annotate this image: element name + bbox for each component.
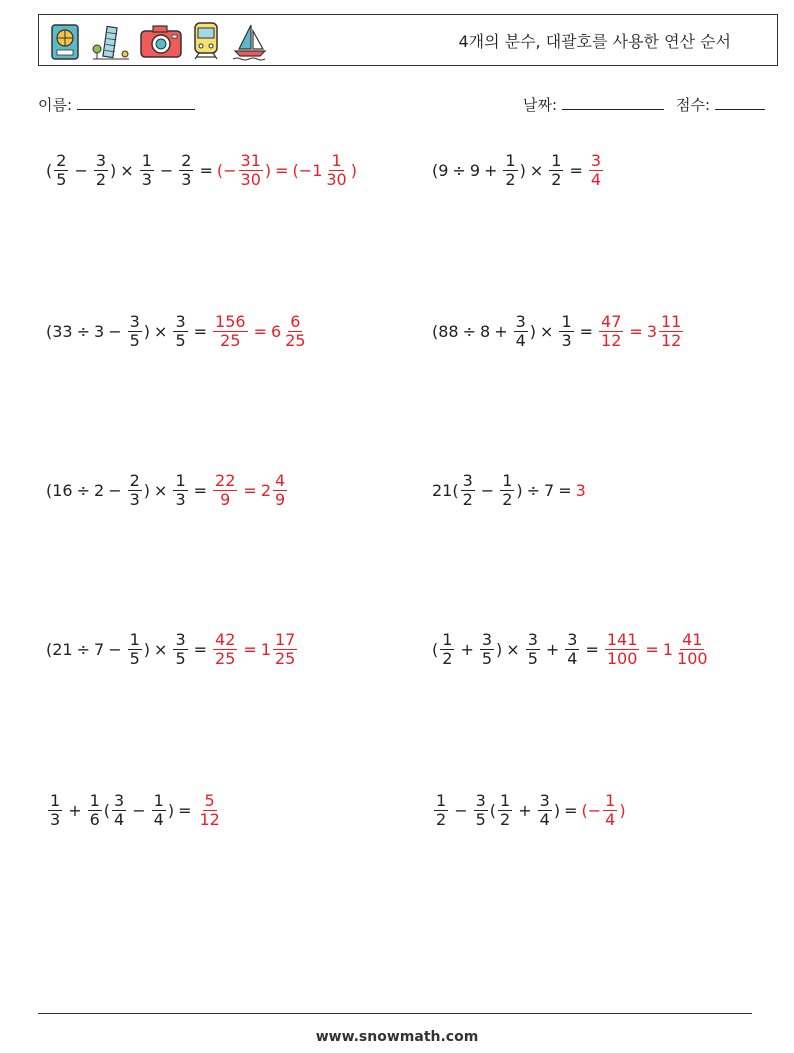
denominator: 4 — [590, 169, 602, 189]
denominator: 4 — [515, 330, 526, 350]
operator: ÷ — [462, 321, 477, 341]
problem-2 — [432, 140, 605, 200]
operator: − — [132, 800, 146, 820]
fraction — [173, 313, 187, 349]
denominator: 4 — [605, 809, 616, 829]
numerator: 3 — [515, 311, 526, 331]
fraction — [213, 313, 248, 349]
expression-text: ) — [619, 800, 626, 820]
fraction — [549, 152, 563, 188]
fraction — [273, 631, 297, 667]
expression-text: ) — [143, 321, 151, 341]
operator: − — [108, 321, 122, 341]
expression — [432, 460, 586, 520]
numerator: 1 — [153, 790, 164, 810]
date-field — [523, 94, 664, 115]
answer — [195, 792, 223, 828]
expression-text: ) — [143, 480, 151, 500]
answer — [581, 792, 625, 828]
denominator: 2 — [442, 648, 453, 668]
denominator: 3 — [181, 169, 192, 189]
fraction — [152, 792, 166, 828]
numerator: 1 — [551, 150, 562, 170]
fraction — [213, 631, 237, 667]
denominator: 5 — [129, 648, 140, 668]
expression-text: 9 — [469, 160, 481, 180]
date-label: 날짜: — [523, 96, 558, 114]
numerator: 1 — [442, 629, 453, 649]
numerator: 47 — [601, 311, 622, 331]
operator: ÷ — [452, 160, 466, 180]
problem-5 — [46, 460, 289, 520]
expression-text: 1 — [260, 639, 271, 659]
name-label: 이름: — [38, 96, 73, 114]
numerator: 3 — [539, 790, 550, 810]
fraction — [128, 313, 142, 349]
numerator: 6 — [290, 311, 301, 331]
fraction — [480, 631, 494, 667]
operator: + — [545, 639, 560, 659]
expression-text: ) — [167, 800, 175, 820]
operator: = — [275, 160, 289, 180]
denominator: 2 — [505, 169, 516, 189]
expression — [432, 301, 685, 361]
operator: = — [629, 321, 643, 341]
denominator: 5 — [475, 809, 486, 829]
denominator: 3 — [50, 809, 61, 829]
answer — [211, 472, 289, 508]
numerator: 3 — [95, 150, 107, 170]
numerator: 3 — [527, 629, 538, 649]
operator: + — [494, 321, 508, 341]
operator: × — [540, 321, 554, 341]
fraction — [173, 472, 187, 508]
numerator: 1 — [605, 790, 616, 810]
expression-text: 6 — [271, 321, 282, 341]
operator: = — [579, 321, 594, 341]
numerator: 42 — [215, 629, 236, 649]
denominator: 25 — [220, 330, 241, 350]
fraction — [440, 631, 454, 667]
expression — [432, 619, 712, 679]
denominator: 12 — [601, 330, 622, 350]
operator: = — [193, 639, 208, 659]
operator: − — [108, 480, 122, 500]
expression-text: ) — [110, 160, 117, 180]
numerator: 3 — [129, 311, 140, 331]
denominator: 9 — [220, 489, 231, 509]
score-line[interactable] — [715, 95, 765, 110]
operator: = — [585, 639, 599, 659]
operator: = — [253, 321, 267, 341]
problem-9 — [46, 780, 224, 840]
problem-8 — [432, 619, 712, 679]
numerator: 3 — [590, 150, 602, 170]
fraction — [514, 313, 528, 349]
operator: + — [68, 800, 82, 820]
footer-url[interactable]: www.snowmath.com — [315, 1029, 479, 1045]
denominator: 30 — [326, 169, 347, 189]
expression-text: 21( — [432, 480, 459, 500]
operator: × — [154, 480, 168, 500]
expression — [46, 619, 299, 679]
expression-text: (− — [581, 800, 602, 820]
numerator: 41 — [682, 629, 703, 649]
denominator: 5 — [129, 330, 140, 350]
expression — [46, 460, 289, 520]
leaning-tower-icon — [91, 21, 131, 61]
operator: × — [529, 160, 544, 180]
denominator: 25 — [275, 648, 296, 668]
expression-text: ( — [432, 639, 439, 659]
numerator: 141 — [606, 629, 638, 649]
denominator: 5 — [175, 648, 186, 668]
fraction — [179, 152, 193, 188]
fraction — [324, 152, 348, 188]
name-line[interactable] — [77, 95, 195, 110]
fraction — [565, 631, 579, 667]
expression-text: 8 — [480, 321, 491, 341]
denominator: 6 — [89, 809, 100, 829]
operator: = — [193, 321, 208, 341]
operator: = — [645, 639, 659, 659]
fraction — [526, 631, 540, 667]
denominator: 5 — [175, 330, 186, 350]
numerator: 3 — [114, 790, 125, 810]
fraction — [54, 152, 68, 188]
expression-text: 1 — [662, 639, 674, 659]
expression-text: 2 — [260, 480, 271, 500]
denominator: 2 — [502, 489, 513, 509]
numerator: 11 — [661, 311, 682, 331]
expression-text: ) — [264, 160, 272, 180]
denominator: 2 — [551, 169, 562, 189]
problem-4 — [432, 301, 685, 361]
denominator: 4 — [567, 648, 578, 668]
numerator: 2 — [129, 470, 140, 490]
operator: = — [569, 160, 583, 180]
footer-divider — [38, 1013, 752, 1014]
numerator: 22 — [215, 470, 236, 490]
answer — [587, 152, 605, 188]
expression-text: ) — [529, 321, 537, 341]
expression-text: (88 — [432, 321, 459, 341]
expression-text: (−1 — [292, 160, 323, 180]
sailboat-icon — [231, 21, 269, 61]
score-field — [676, 94, 765, 115]
operator: + — [518, 800, 532, 820]
fraction — [538, 792, 552, 828]
expression-text: ) — [143, 639, 151, 659]
numerator: 1 — [129, 629, 140, 649]
numerator: 1 — [50, 790, 61, 810]
train-icon — [191, 21, 221, 61]
answer — [603, 631, 712, 667]
fraction — [589, 152, 603, 188]
operator: × — [506, 639, 520, 659]
denominator: 3 — [561, 330, 572, 350]
expression — [46, 780, 224, 840]
operator: ÷ — [526, 480, 541, 500]
expression-text: 7 — [94, 639, 105, 659]
expression-text: ) — [496, 639, 503, 659]
denominator: 25 — [215, 648, 236, 668]
numerator: 1 — [141, 150, 152, 170]
denominator: 5 — [527, 648, 538, 668]
fraction — [173, 631, 187, 667]
denominator: 3 — [141, 169, 152, 189]
expression-text: ) — [553, 800, 561, 820]
numerator: 5 — [204, 790, 215, 810]
expression — [432, 140, 605, 200]
denominator: 2 — [462, 489, 473, 509]
numerator: 156 — [215, 311, 246, 331]
operator: + — [484, 160, 498, 180]
fraction — [128, 472, 142, 508]
answer — [576, 481, 586, 500]
denominator: 5 — [481, 648, 493, 668]
operator: × — [154, 321, 168, 341]
denominator: 4 — [153, 809, 164, 829]
denominator: 12 — [199, 809, 220, 829]
fraction — [498, 792, 512, 828]
operator: = — [243, 480, 257, 500]
fraction — [503, 152, 517, 188]
denominator: 9 — [275, 489, 286, 509]
operator: + — [460, 639, 474, 659]
denominator: 2 — [500, 809, 511, 829]
fraction — [500, 472, 514, 508]
numerator: 1 — [502, 470, 513, 490]
numerator: 3 — [475, 790, 486, 810]
denominator: 100 — [677, 648, 708, 668]
numerator: 3 — [567, 629, 578, 649]
numerator: 1 — [436, 790, 447, 810]
operator: ÷ — [76, 480, 91, 500]
problem-7 — [46, 619, 299, 679]
operator: − — [454, 800, 468, 820]
date-line[interactable] — [562, 95, 664, 110]
denominator: 12 — [661, 330, 682, 350]
operator: = — [193, 480, 208, 500]
numerator: 3 — [462, 470, 473, 490]
expression-text: (9 — [432, 160, 449, 180]
denominator: 3 — [129, 489, 140, 509]
fraction — [605, 631, 640, 667]
problem-1 — [46, 140, 357, 200]
fraction — [559, 313, 573, 349]
operator: = — [558, 480, 572, 500]
expression-text: (21 — [46, 639, 73, 659]
answer — [211, 631, 299, 667]
expression-text: 3 — [646, 321, 657, 341]
numerator: 3 — [481, 629, 493, 649]
fraction — [273, 472, 287, 508]
passport-icon — [49, 21, 81, 61]
numerator: 3 — [175, 629, 186, 649]
worksheet-header — [38, 14, 778, 66]
fraction — [675, 631, 710, 667]
expression — [46, 140, 357, 200]
operator: × — [154, 639, 168, 659]
denominator: 4 — [539, 809, 550, 829]
denominator: 30 — [240, 169, 261, 189]
problem-3 — [46, 301, 310, 361]
operator: − — [74, 160, 88, 180]
expression-text: ( — [46, 160, 53, 180]
problem-10 — [432, 780, 626, 840]
denominator: 2 — [436, 809, 447, 829]
denominator: 4 — [114, 809, 125, 829]
denominator: 5 — [56, 169, 67, 189]
problem-6 — [432, 460, 586, 520]
numerator: 1 — [89, 790, 100, 810]
denominator: 2 — [95, 169, 107, 189]
numerator: 1 — [561, 311, 572, 331]
expression-text: (− — [216, 160, 237, 180]
fraction — [239, 152, 263, 188]
numerator: 2 — [181, 150, 192, 170]
numerator: 2 — [56, 150, 67, 170]
expression-text: 3 — [94, 321, 105, 341]
expression-text: ( — [489, 800, 497, 820]
expression-text: ( — [103, 800, 111, 820]
operator: ÷ — [76, 321, 91, 341]
camera-icon — [139, 21, 183, 61]
numerator: 4 — [275, 470, 286, 490]
denominator: 100 — [606, 648, 638, 668]
expression-text: 2 — [94, 480, 105, 500]
answer — [217, 152, 357, 188]
denominator: 3 — [175, 489, 186, 509]
fraction — [94, 152, 108, 188]
numerator: 1 — [505, 150, 516, 170]
fraction — [599, 313, 623, 349]
operator: − — [108, 639, 122, 659]
expression — [46, 301, 310, 361]
expression-text: 7 — [544, 480, 555, 500]
fraction — [283, 313, 307, 349]
fraction — [213, 472, 237, 508]
numerator: 1 — [500, 790, 511, 810]
numerator: 3 — [175, 311, 186, 331]
operator: × — [120, 160, 134, 180]
expression-text: ) — [519, 160, 526, 180]
fraction — [659, 313, 683, 349]
worksheet-title: 4개의 분수, 대괄호를 사용한 연산 순서 — [458, 32, 731, 51]
operator: = — [243, 639, 257, 659]
fraction — [112, 792, 126, 828]
fraction — [140, 152, 154, 188]
operator: − — [480, 480, 495, 500]
fraction — [88, 792, 102, 828]
fraction — [461, 472, 475, 508]
fraction — [474, 792, 488, 828]
expression-text: ) — [350, 160, 357, 180]
expression-text: ) — [516, 480, 523, 500]
denominator: 25 — [285, 330, 306, 350]
expression-text: (16 — [46, 480, 73, 500]
expression-text: (33 — [46, 321, 73, 341]
fraction — [128, 631, 142, 667]
fraction — [197, 792, 221, 828]
numerator: 1 — [331, 150, 342, 170]
operator: ÷ — [76, 639, 91, 659]
operator: = — [564, 800, 578, 820]
fraction — [48, 792, 62, 828]
fraction — [603, 792, 617, 828]
operator: = — [199, 160, 213, 180]
operator: − — [159, 160, 174, 180]
answer — [597, 313, 685, 349]
operator: = — [178, 800, 192, 820]
expression — [432, 780, 626, 840]
numerator: 1 — [175, 470, 186, 490]
numerator: 17 — [275, 629, 296, 649]
fraction — [434, 792, 448, 828]
name-field — [38, 94, 195, 115]
numerator: 31 — [240, 150, 261, 170]
expression-text: 3 — [575, 480, 586, 500]
score-label: 점수: — [676, 96, 711, 114]
answer — [211, 313, 310, 349]
